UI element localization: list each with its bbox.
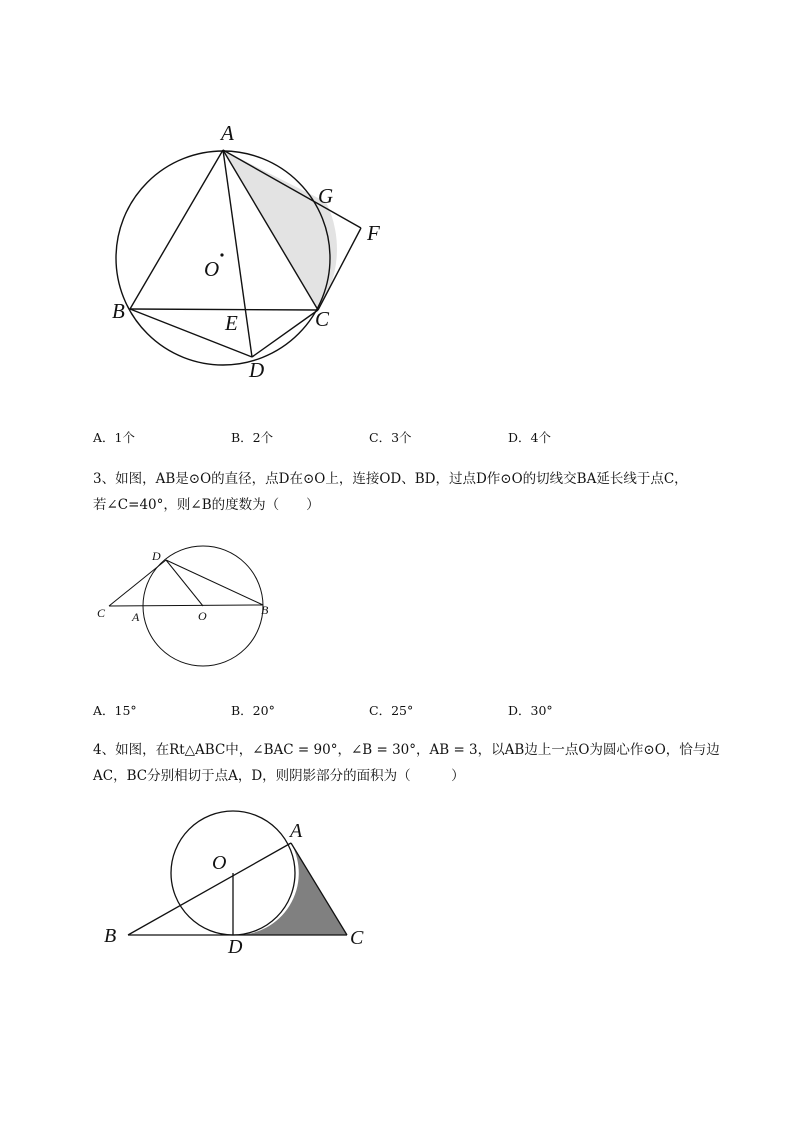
label-a: A: [290, 820, 303, 842]
label-d: D: [152, 549, 161, 563]
label-b: B: [112, 299, 125, 323]
label-o: O: [198, 609, 207, 623]
label-b: B: [261, 603, 269, 617]
figure-2-circle-tangent: [92, 540, 282, 670]
shaded-segment: [223, 150, 337, 310]
label-a: A: [132, 610, 140, 624]
q3-option-c: C．25°: [369, 703, 414, 718]
question-4: [93, 737, 743, 789]
q2-option-a: A．1个: [93, 430, 135, 445]
q3-option-b: B．20°: [231, 703, 275, 718]
question-4-line-2: AC，BC分别相切于点A，D，则阴影部分的面积为（ ）: [93, 768, 465, 784]
figure-1-circle-triangle: [100, 115, 400, 385]
center-dot: [220, 253, 223, 256]
label-o: O: [204, 257, 220, 281]
label-o: O: [212, 852, 227, 874]
q3-options: [93, 701, 733, 721]
q3-option-d: D．30°: [508, 703, 553, 718]
question-4-line-1: 4、如图，在Rt△ABC中，∠BAC = 90°，∠B = 30°，AB = 3，以AB边上一点O为圆心作⊙O，恰与边: [93, 742, 720, 758]
label-c: C: [97, 606, 106, 620]
label-f: F: [367, 221, 380, 245]
q2-options: [93, 428, 733, 448]
label-c: C: [350, 927, 364, 949]
figure-3-triangle-incircle: [100, 810, 380, 960]
figure-2-lines: [109, 560, 263, 606]
label-d: D: [249, 358, 265, 382]
label-d: D: [228, 936, 243, 958]
label-b: B: [104, 925, 117, 947]
label-a: A: [221, 121, 234, 145]
question-3-line-1: 3、如图，AB是⊙O的直径，点D在⊙O上，连接OD、BD，过点D作⊙O的切线交BA延长线于点C，: [93, 471, 688, 487]
shaded-region: [234, 843, 347, 935]
q2-option-d: D．4个: [508, 430, 551, 445]
label-c: C: [315, 307, 330, 331]
q3-option-a: A．15°: [93, 703, 137, 718]
q2-option-b: B．2个: [231, 430, 274, 445]
label-g: G: [318, 184, 334, 208]
label-e: E: [225, 311, 238, 335]
question-3: [93, 466, 743, 518]
q2-option-c: C．3个: [369, 430, 412, 445]
question-3-line-2: 若∠C=40°，则∠B的度数为（ ）: [93, 497, 320, 513]
